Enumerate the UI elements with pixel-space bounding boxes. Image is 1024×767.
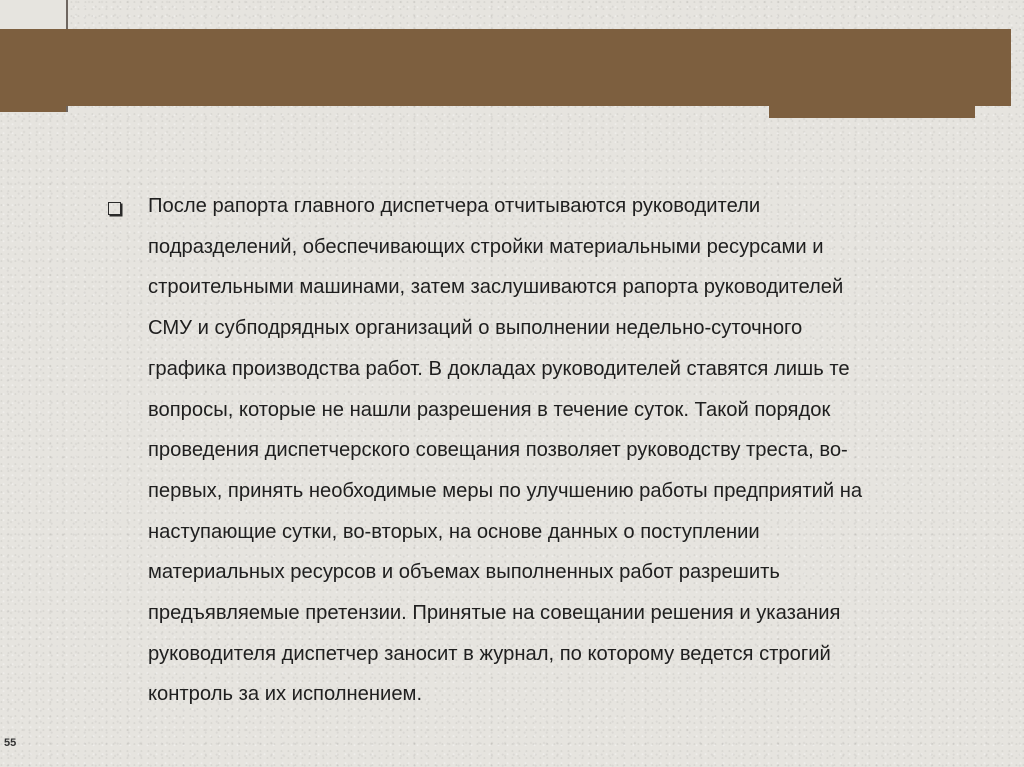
- bullet-item: [108, 186, 968, 715]
- text-line: предъявляемые претензии. Принятые на совещании решения и указания: [148, 602, 841, 625]
- text-line: вопросы, которые не нашли разрешения в течение суток. Такой порядок: [148, 398, 831, 421]
- text-line: материальных ресурсов и объемах выполненных работ разрешить: [148, 561, 780, 584]
- text-line: СМУ и субподрядных организаций о выполнении недельно-суточного: [148, 317, 803, 340]
- text-line: графика производства работ. В докладах руководителей ставятся лишь те: [148, 357, 850, 380]
- text-line: подразделений, обеспечивающих стройки материальными ресурсами и: [148, 235, 824, 258]
- header-band: [0, 29, 1011, 106]
- slide-number: 55: [4, 737, 17, 749]
- checkbox-square-icon: [108, 202, 121, 215]
- text-line: проведения диспетчерского совещания позволяет руководству треста, во-: [148, 439, 848, 462]
- text-line: После рапорта главного диспетчера отчитываются руководители: [148, 195, 761, 217]
- body-paragraph: [148, 186, 968, 715]
- text-line: контроль за их исполнением.: [148, 683, 423, 706]
- text-line: руководителя диспетчер заносит в журнал, по которому ведется строгий: [148, 642, 831, 665]
- slide-content: [108, 186, 968, 715]
- text-line: наступающие сутки, во-вторых, на основе данных о поступлении: [148, 520, 760, 543]
- text-line: первых, принять необходимые меры по улучшению работы предприятий на: [148, 479, 863, 502]
- header-strip-left: [0, 106, 66, 112]
- header-strip-right: [769, 106, 975, 118]
- text-line: строительными машинами, затем заслушиваются рапорта руководителей: [148, 276, 844, 299]
